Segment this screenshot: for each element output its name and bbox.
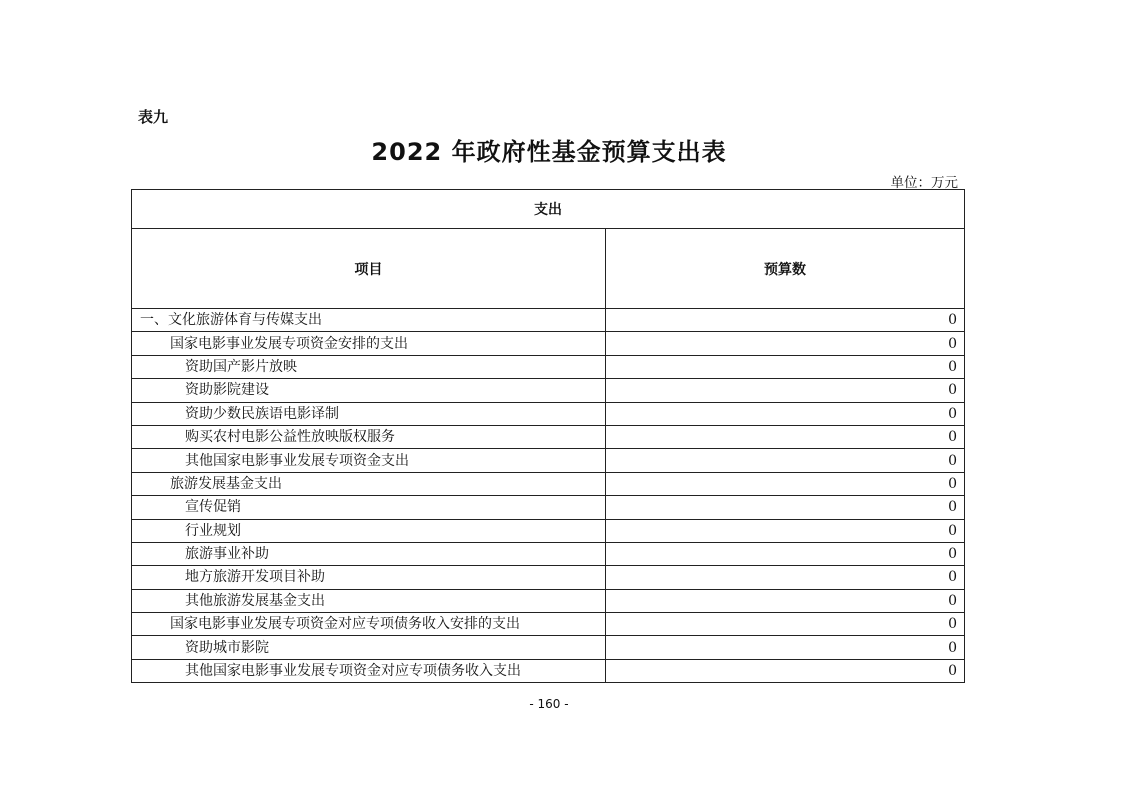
row-item-name: 国家电影事业发展专项资金对应专项债务收入安排的支出 <box>132 613 606 636</box>
row-item-name: 其他国家电影事业发展专项资金支出 <box>132 449 606 472</box>
row-budget-value: 0 <box>606 613 965 636</box>
row-item-name: 行业规划 <box>132 519 606 542</box>
row-item-name: 购买农村电影公益性放映版权服务 <box>132 425 606 448</box>
column-header-amount: 预算数 <box>606 229 965 309</box>
table-row <box>132 472 965 495</box>
section-header: 支出 <box>132 190 965 229</box>
table-row <box>132 449 965 472</box>
table-row <box>132 355 965 378</box>
table-row <box>132 332 965 355</box>
table-row <box>132 636 965 659</box>
row-budget-value: 0 <box>606 425 965 448</box>
page-title: 2022 年政府性基金预算支出表 <box>371 138 727 166</box>
row-budget-value: 0 <box>606 496 965 519</box>
row-budget-value: 0 <box>606 309 965 332</box>
row-item-name: 旅游发展基金支出 <box>132 472 606 495</box>
row-item-name: 资助城市影院 <box>132 636 606 659</box>
row-budget-value: 0 <box>606 402 965 425</box>
row-item-name: 资助国产影片放映 <box>132 355 606 378</box>
table-row <box>132 566 965 589</box>
row-item-name: 其他旅游发展基金支出 <box>132 589 606 612</box>
row-item-name: 资助少数民族语电影译制 <box>132 402 606 425</box>
row-budget-value: 0 <box>606 449 965 472</box>
row-item-name: 国家电影事业发展专项资金安排的支出 <box>132 332 606 355</box>
row-item-name: 资助影院建设 <box>132 379 606 402</box>
row-budget-value: 0 <box>606 566 965 589</box>
row-budget-value: 0 <box>606 636 965 659</box>
row-budget-value: 0 <box>606 379 965 402</box>
row-item-name: 一、文化旅游体育与传媒支出 <box>132 309 606 332</box>
row-budget-value: 0 <box>606 332 965 355</box>
page-number: - 160 - <box>529 697 569 711</box>
row-item-name: 地方旅游开发项目补助 <box>132 566 606 589</box>
row-budget-value: 0 <box>606 589 965 612</box>
table-row <box>132 425 965 448</box>
table-row <box>132 402 965 425</box>
row-item-name: 旅游事业补助 <box>132 542 606 565</box>
table-row <box>132 496 965 519</box>
table-label: 表九 <box>138 108 169 126</box>
row-budget-value: 0 <box>606 472 965 495</box>
table-row <box>132 613 965 636</box>
row-item-name: 宣传促销 <box>132 496 606 519</box>
row-item-name: 其他国家电影事业发展专项资金对应专项债务收入支出 <box>132 659 606 682</box>
table-row <box>132 519 965 542</box>
budget-table <box>131 189 965 683</box>
table-row <box>132 309 965 332</box>
table-row <box>132 379 965 402</box>
column-header-item: 项目 <box>132 229 606 309</box>
row-budget-value: 0 <box>606 355 965 378</box>
table-row <box>132 659 965 682</box>
unit-label: 单位：万元 <box>890 175 958 191</box>
row-budget-value: 0 <box>606 542 965 565</box>
row-budget-value: 0 <box>606 659 965 682</box>
table-row <box>132 589 965 612</box>
table-row <box>132 542 965 565</box>
row-budget-value: 0 <box>606 519 965 542</box>
